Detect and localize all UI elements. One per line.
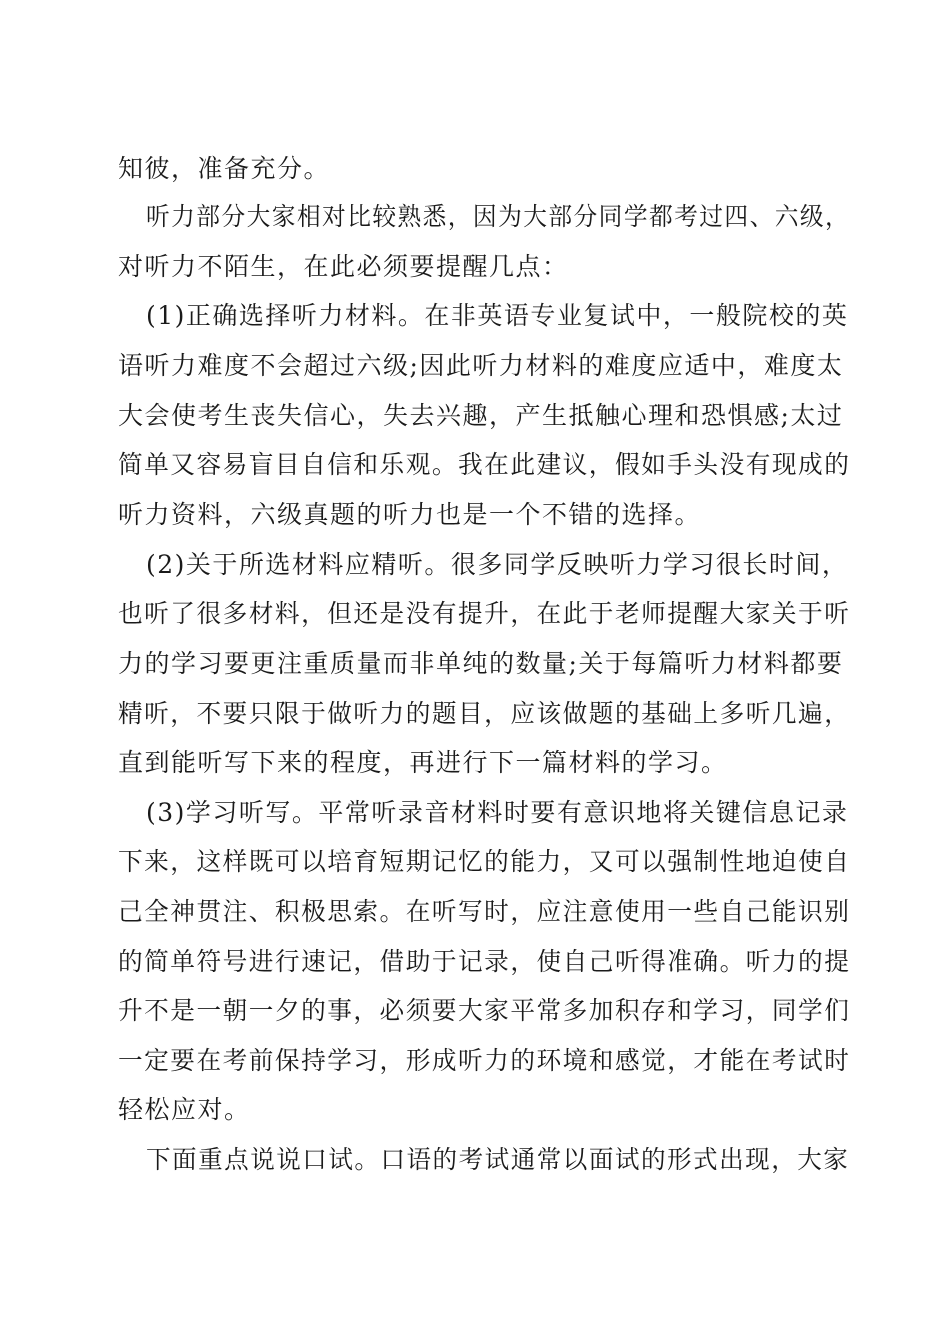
text-line: 直到能听写下来的程度，再进行下一篇材料的学习。 bbox=[118, 748, 728, 777]
text-line: (1)正确选择听力材料。在非英语专业复试中，一般院校的英 bbox=[146, 301, 849, 330]
text-line: 己全神贯注、积极思索。在听写时，应注意使用一些自己能识别 bbox=[118, 897, 851, 926]
text-line: 语听力难度不会超过六级;因此听力材料的难度应适中，难度太 bbox=[118, 351, 844, 380]
text-line: 听力部分大家相对比较熟悉，因为大部分同学都考过四、六级， bbox=[146, 202, 851, 231]
text-line: (2)关于所选材料应精听。很多同学反映听力学习很长时间， bbox=[146, 550, 849, 579]
text-line: 一定要在考前保持学习，形成听力的环境和感觉，才能在考试时 bbox=[118, 1046, 851, 1075]
text-line: 升不是一朝一夕的事，必须要大家平常多加积存和学习，同学们 bbox=[118, 996, 851, 1025]
text-line: 简单又容易盲目自信和乐观。我在此建议，假如手头没有现成的 bbox=[118, 450, 851, 479]
text-line: 精听，不要只限于做听力的题目，应该做题的基础上多听几遍， bbox=[118, 699, 851, 728]
text-line: 大会使考生丧失信心，失去兴趣，产生抵触心理和恐惧感;太过 bbox=[118, 401, 844, 430]
text-line: (3)学习听写。平常听录音材料时要有意识地将关键信息记录 bbox=[146, 798, 849, 827]
text-line: 下来，这样既可以培育短期记忆的能力，又可以强制性地迫使自 bbox=[118, 847, 851, 876]
text-line: 也听了很多材料，但还是没有提升，在此于老师提醒大家关于听 bbox=[118, 599, 851, 628]
text-line: 知彼，准备充分。 bbox=[118, 154, 331, 183]
text-line: 对听力不陌生，在此必须要提醒几点： bbox=[118, 252, 569, 281]
text-line: 力的学习要更注重质量而非单纯的数量;关于每篇听力材料都要 bbox=[118, 649, 844, 678]
text-line: 听力资料，六级真题的听力也是一个不错的选择。 bbox=[118, 500, 702, 529]
text-line: 轻松应对。 bbox=[118, 1095, 251, 1124]
text-line: 的简单符号进行速记，借助于记录，使自己听得准确。听力的提 bbox=[118, 947, 851, 976]
text-line: 下面重点说说口试。口语的考试通常以面试的形式出现，大家 bbox=[146, 1145, 850, 1174]
